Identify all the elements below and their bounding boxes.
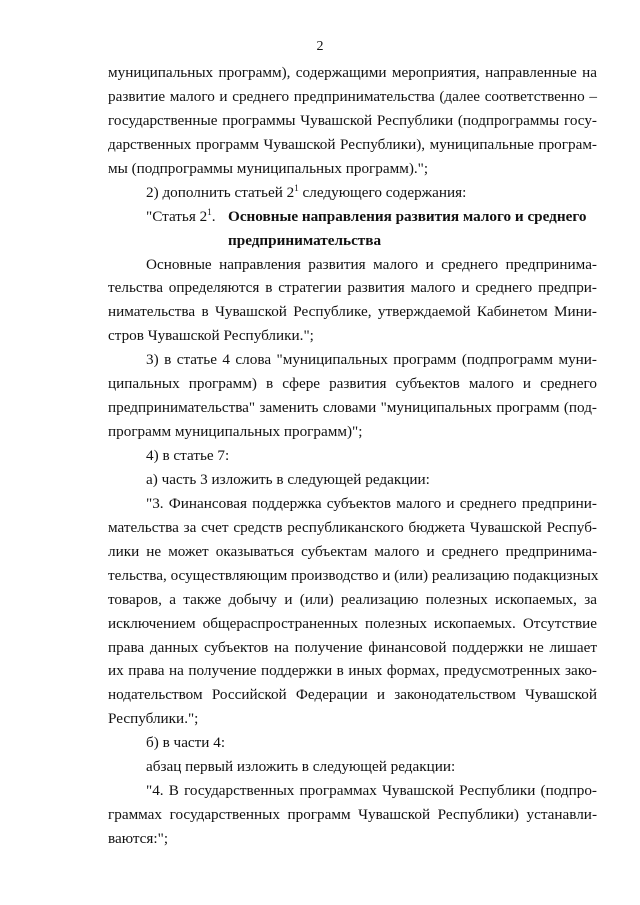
text-line: дарственных программ Чувашской Республики), муниципальные програм- bbox=[108, 135, 597, 153]
article-title-continued: предпринимательства bbox=[228, 231, 382, 249]
article-title: Основные направления развития малого и среднего bbox=[228, 207, 587, 225]
text-line: 3) в статье 4 слова "муниципальных программ (подпрограмм муни- bbox=[146, 351, 597, 369]
text-line: мы (подпрограммы муниципальных программ)."; bbox=[108, 159, 429, 177]
text-line: "3. Финансовая поддержка субъектов малого и среднего предприни- bbox=[146, 494, 597, 512]
page-number: 2 bbox=[316, 39, 324, 54]
text-line: товаров, а также добычу и (или) реализацию полезных ископаемых, за bbox=[108, 590, 597, 608]
text-line: мательства за счет средств республиканского бюджета Чувашской Респуб- bbox=[108, 518, 597, 536]
article-heading bbox=[108, 205, 597, 229]
superscript: 1 bbox=[207, 206, 212, 217]
text-line: ваются:"; bbox=[108, 830, 169, 847]
text-line: стров Чувашской Республики."; bbox=[108, 327, 314, 345]
document-body bbox=[108, 61, 597, 851]
text-line: ципальных программ) в сфере развития субъектов малого и среднего bbox=[108, 375, 597, 393]
text-line: права данных субъектов на получение финансовой поддержки не лишает bbox=[108, 638, 597, 656]
amendment-text: следующего содержания: bbox=[298, 183, 467, 201]
article-number: "Статья $2^1$. bbox=[146, 206, 216, 225]
text-line: "4. В государственных программах Чувашской Республики (подпро- bbox=[146, 782, 597, 800]
text-line: нодательством Российской Федерации и законодательством Чувашской bbox=[108, 686, 597, 704]
text-line: 4) в статье 7: bbox=[146, 447, 230, 464]
text-line: государственные программы Чувашской Республики (подпрограммы госу- bbox=[108, 111, 597, 129]
text-line: Основные направления развития малого и среднего предпринима- bbox=[146, 255, 597, 273]
amendment-text: 2) дополнить статьей 2 bbox=[146, 183, 295, 201]
amendment-item-2 bbox=[108, 181, 597, 205]
text-line: а) часть 3 изложить в следующей редакции: bbox=[146, 470, 430, 488]
text-line: Республики."; bbox=[108, 710, 199, 728]
text-line: исключением общераспространенных полезных ископаемых. Отсутствие bbox=[108, 614, 597, 632]
text-line: программ муниципальных программ)"; bbox=[108, 423, 363, 441]
text-line: лики не может оказываться субъектам малого и среднего предпринима- bbox=[108, 542, 597, 560]
text-line: тельства определяются в стратегии развития малого и среднего предпри- bbox=[108, 279, 597, 297]
text-line: б) в части 4: bbox=[146, 734, 226, 752]
text-line: развитие малого и среднего предпринимательства (далее соответственно – bbox=[108, 87, 597, 105]
text-line: граммах государственных программ Чувашской Республики) устанавли- bbox=[108, 806, 597, 824]
text-line: абзац первый изложить в следующей редакции: bbox=[146, 758, 456, 776]
superscript: 1 bbox=[294, 182, 299, 193]
text-line: тельства, осуществляющим производство и (или) реализацию подакцизных bbox=[108, 566, 599, 584]
text-line: нимательства в Чувашской Республике, утверждаемой Кабинетом Мини- bbox=[108, 303, 597, 321]
text-line: муниципальных программ), содержащими мероприятия, направленные на bbox=[108, 64, 597, 81]
text-line: их права на получение поддержки в иных формах, предусмотренных зако- bbox=[108, 662, 597, 680]
text-line: предпринимательства" заменить словами "муниципальных программ (под- bbox=[108, 399, 597, 417]
